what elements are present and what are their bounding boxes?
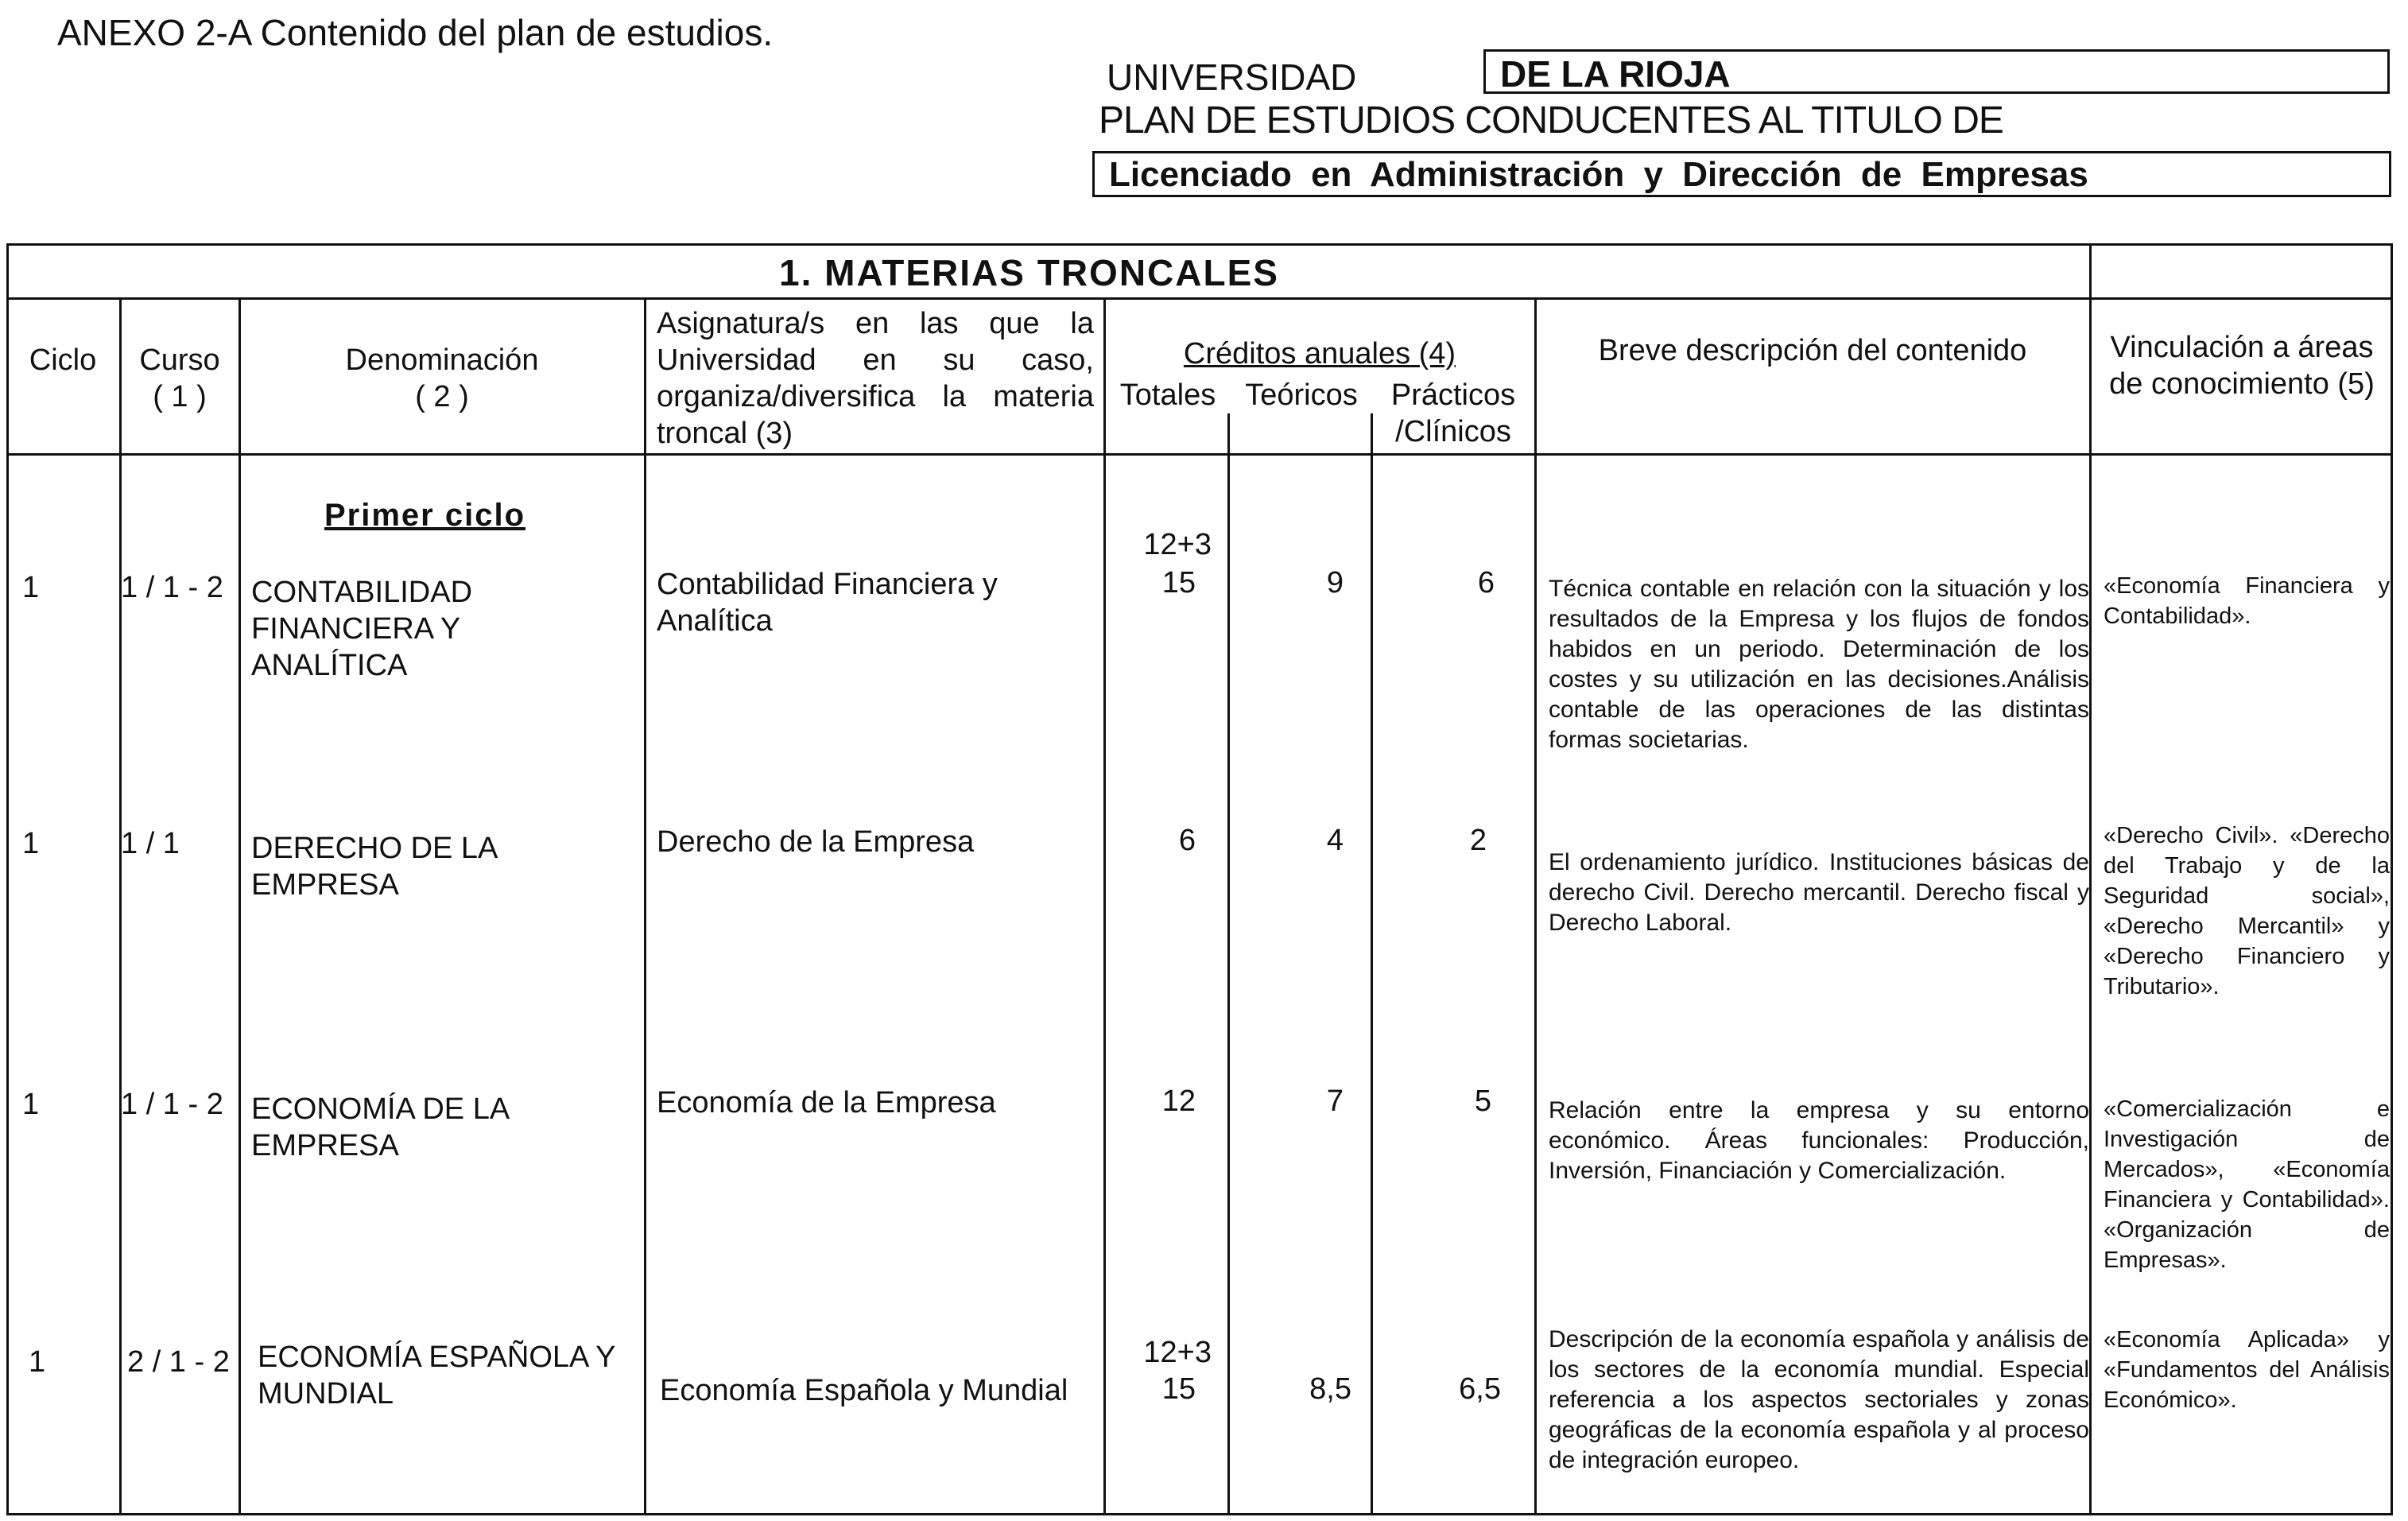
row-4-teoricos: 8,5 — [1309, 1372, 1351, 1406]
row-1-vinculacion: «Economía Financiera y Contabilidad». — [2104, 573, 2390, 629]
col-divider-denominacion — [644, 297, 646, 1515]
header-creditos: Créditos anuales (4) — [1183, 337, 1456, 371]
row-3-curso: 1 / 1 - 2 — [121, 1088, 223, 1121]
row-3-vinculacion: «Comercialización e Investigación de Mercados», «Economía Financiera y Contabilidad». «Organización de Empresas». — [2104, 1096, 2390, 1273]
row-4-denominacion: ECONOMÍA ESPAÑOLA Y MUNDIAL — [258, 1341, 615, 1410]
col-divider-ciclo — [119, 297, 122, 1515]
row-4-totales-top: 12+3 — [1143, 1336, 1212, 1369]
row-3-teoricos: 7 — [1326, 1084, 1344, 1118]
row-3-descripcion: Relación entre la empresa y su entorno económico. Áreas funcionales: Producción, Inversión, Financiación y Comercialización. — [1549, 1097, 2089, 1184]
row-3-denominacion: ECONOMÍA DE LA EMPRESA — [251, 1092, 509, 1162]
row-3-ciclo: 1 — [22, 1088, 40, 1121]
row-1-denominacion: CONTABILIDAD FINANCIERA Y ANALÍTICA — [251, 576, 473, 682]
header-curso-note: ( 1 ) — [153, 380, 207, 413]
row-2-vinculacion: «Derecho Civil». «Derecho del Trabajo y de la Seguridad social», «Derecho Mercantil» y «Derecho Financiero y Tributario». — [2104, 823, 2390, 999]
header-vinculacion: Vinculación a áreas de conocimiento (5) — [2109, 331, 2375, 401]
row-2-asignatura: Derecho de la Empresa — [657, 825, 975, 859]
header-descripcion: Breve descripción del contenido — [1598, 334, 2027, 367]
row-4-totales: 15 — [1161, 1372, 1196, 1406]
header-ciclo: Ciclo — [29, 343, 97, 377]
row-1-curso: 1 / 1 - 2 — [121, 571, 223, 604]
row-4-vinculacion: «Economía Aplicada» y «Fundamentos del Análisis Económico». — [2104, 1327, 2390, 1413]
row-2-curso: 1 / 1 — [121, 827, 180, 860]
title-divider — [6, 297, 2393, 300]
row-1-totales: 15 — [1161, 566, 1196, 599]
row-2-ciclo: 1 — [22, 827, 40, 860]
col-divider-creditos — [1534, 297, 1537, 1515]
row-3-asignatura: Economía de la Empresa — [657, 1086, 996, 1119]
row-4-practicos: 6,5 — [1459, 1372, 1501, 1406]
row-1-descripcion: Técnica contable en relación con la situación y los resultados de la Empresa y los flujos de fondos habidos en un periodo. Determinación de los costes y su utilización en las decisiones.Análisis contable de las operaciones de las distintas formas societarias. — [1549, 576, 2089, 753]
row-1-teoricos: 9 — [1326, 566, 1344, 599]
row-2-denominacion: DERECHO DE LA EMPRESA — [251, 832, 497, 902]
header-teoricos: Teóricos — [1245, 378, 1358, 412]
university-name-box: DE LA RIOJA — [1483, 49, 2390, 94]
row-4-descripcion: Descripción de la economía española y análisis de los sectores de la economía mundial. Especial referencia a los aspectos sectoriales y zonas geográficas de la economía española y al proceso de integración europeo. — [1549, 1326, 2089, 1473]
section-label: Primer ciclo — [324, 498, 526, 533]
header-denominacion: Denominación — [345, 343, 539, 377]
row-1-practicos: 6 — [1477, 566, 1495, 599]
table-title: 1. MATERIAS TRONCALES — [779, 252, 1279, 293]
row-4-asignatura: Economía Española y Mundial — [660, 1374, 1068, 1407]
col-divider-curso — [238, 297, 241, 1515]
col-divider-asignatura — [1103, 297, 1106, 1515]
degree-title-box: Licenciado en Administración y Dirección de Empresas — [1092, 151, 2391, 197]
row-2-totales: 6 — [1178, 824, 1196, 857]
col-divider-totales — [1227, 413, 1230, 1515]
annex-title: ANEXO 2-A Contenido del plan de estudios. — [57, 12, 774, 53]
row-1-totales-top: 12+3 — [1143, 528, 1212, 561]
col-divider-vinc-outer — [2089, 243, 2092, 1515]
header-asignatura: Asignatura/s en las que la Universidad en su caso, organiza/diversifica la materia troncal (3) — [657, 307, 1094, 450]
row-1-ciclo: 1 — [22, 571, 40, 604]
university-label: UNIVERSIDAD — [1107, 56, 1357, 98]
row-2-descripcion: El ordenamiento jurídico. Instituciones básicas de derecho Civil. Derecho mercantil. Derecho fiscal y Derecho Laboral. — [1549, 849, 2089, 936]
header-curso: Curso — [139, 343, 220, 377]
row-3-totales: 12 — [1161, 1084, 1196, 1118]
header-practicos: Prácticos /Clínicos — [1390, 378, 1516, 448]
row-1-asignatura: Contabilidad Financiera y Analítica — [657, 568, 998, 638]
plan-label: PLAN DE ESTUDIOS CONDUCENTES AL TITULO DE — [1099, 99, 2003, 142]
row-3-practicos: 5 — [1474, 1084, 1491, 1118]
col-divider-teoricos — [1371, 413, 1373, 1515]
row-2-teoricos: 4 — [1326, 824, 1344, 857]
row-4-curso: 2 / 1 - 2 — [127, 1345, 230, 1379]
header-totales: Totales — [1119, 378, 1216, 412]
row-2-practicos: 2 — [1469, 824, 1487, 857]
header-divider — [6, 453, 2393, 456]
header-denominacion-note: ( 2 ) — [415, 380, 469, 413]
row-4-ciclo: 1 — [29, 1345, 46, 1379]
